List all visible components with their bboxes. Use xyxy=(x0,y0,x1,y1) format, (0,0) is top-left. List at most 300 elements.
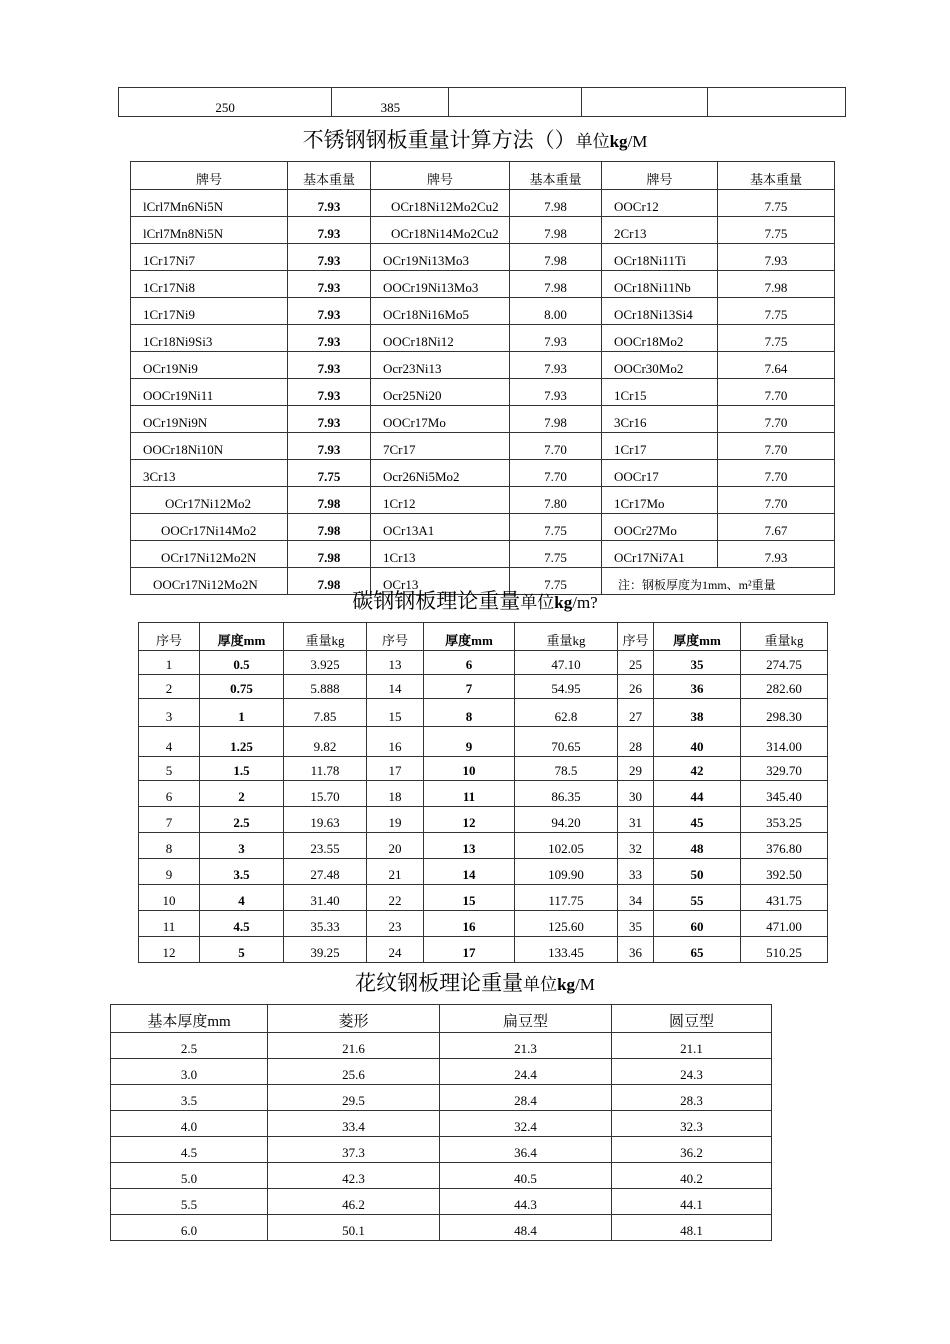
weight-cell: 7.98 xyxy=(288,514,371,541)
lentil-weight-cell: 21.3 xyxy=(440,1033,612,1059)
weight-cell: 54.95 xyxy=(515,675,618,699)
thickness-cell: 40 xyxy=(654,727,741,757)
diamond-weight-cell: 50.1 xyxy=(268,1215,440,1241)
lentil-weight-cell: 44.3 xyxy=(440,1189,612,1215)
round-bean-weight-cell: 44.1 xyxy=(612,1189,772,1215)
weight-cell: 376.80 xyxy=(741,833,828,859)
table-row xyxy=(131,244,835,271)
weight-cell: 7.70 xyxy=(718,460,835,487)
carbon-weight-table xyxy=(138,622,828,963)
table-row xyxy=(139,885,828,911)
thickness-cell: 0.75 xyxy=(200,675,284,699)
column-header: 序号 xyxy=(367,623,424,651)
pattern-unit-kg: kg xyxy=(557,975,576,994)
weight-cell: 7.75 xyxy=(288,460,371,487)
carbon-title xyxy=(0,585,950,615)
weight-cell: 7.93 xyxy=(510,325,602,352)
weight-cell: 3.925 xyxy=(284,651,367,675)
index-cell: 35 xyxy=(618,911,654,937)
thickness-cell: 16 xyxy=(424,911,515,937)
diamond-weight-cell: 29.5 xyxy=(268,1085,440,1111)
grade-cell: OCr17Ni12Mo2N xyxy=(131,541,288,568)
weight-cell: 47.10 xyxy=(515,651,618,675)
column-header: 序号 xyxy=(618,623,654,651)
grade-cell: 1Cr17Mo xyxy=(602,487,718,514)
thickness-note: 注：钢板厚度为1mm、m²重量 xyxy=(602,568,835,595)
lentil-weight-cell: 48.4 xyxy=(440,1215,612,1241)
table-row xyxy=(111,1215,772,1241)
table-row xyxy=(131,514,835,541)
grade-cell: OOCr27Mo xyxy=(602,514,718,541)
column-header: 基本厚度mm xyxy=(111,1005,268,1033)
index-cell: 17 xyxy=(367,757,424,781)
grade-cell: 3Cr16 xyxy=(602,406,718,433)
grade-cell: 1Cr17 xyxy=(602,433,718,460)
weight-cell: 27.48 xyxy=(284,859,367,885)
weight-cell: 7.93 xyxy=(288,352,371,379)
table-row xyxy=(139,727,828,757)
weight-cell: 7.93 xyxy=(288,244,371,271)
diamond-weight-cell: 46.2 xyxy=(268,1189,440,1215)
top-fragment-table xyxy=(118,87,846,117)
grade-cell: OCr17Ni12Mo2 xyxy=(131,487,288,514)
weight-cell: 11.78 xyxy=(284,757,367,781)
weight-cell: 35.33 xyxy=(284,911,367,937)
column-header: 序号 xyxy=(139,623,200,651)
column-header: 厚度mm xyxy=(200,623,284,651)
weight-cell: 9.82 xyxy=(284,727,367,757)
index-cell: 31 xyxy=(618,807,654,833)
lentil-weight-cell: 40.5 xyxy=(440,1163,612,1189)
thickness-cell: 1 xyxy=(200,699,284,727)
column-header: 厚度mm xyxy=(424,623,515,651)
column-header: 菱形 xyxy=(268,1005,440,1033)
column-header: 重量kg xyxy=(515,623,618,651)
thickness-cell: 38 xyxy=(654,699,741,727)
index-cell: 2 xyxy=(139,675,200,699)
index-cell: 27 xyxy=(618,699,654,727)
table-header-row xyxy=(139,623,828,651)
grade-cell: 1Cr17Ni7 xyxy=(131,244,288,271)
grade-cell: OOCr17Ni14Mo2 xyxy=(131,514,288,541)
round-bean-weight-cell: 48.1 xyxy=(612,1215,772,1241)
grade-cell: Ocr23Ni13 xyxy=(371,352,510,379)
weight-cell: 7.98 xyxy=(510,244,602,271)
carbon-title-text: 碳钢钢板理论重量 xyxy=(352,589,521,613)
weight-cell: 274.75 xyxy=(741,651,828,675)
weight-cell: 7.75 xyxy=(718,325,835,352)
index-cell: 11 xyxy=(139,911,200,937)
thickness-cell: 2.5 xyxy=(111,1033,268,1059)
thickness-cell: 15 xyxy=(424,885,515,911)
table-cell xyxy=(707,88,845,117)
weight-cell: 7.98 xyxy=(288,568,371,595)
table-row xyxy=(139,781,828,807)
table-row xyxy=(139,807,828,833)
weight-cell: 7.98 xyxy=(288,541,371,568)
table-row xyxy=(139,651,828,675)
index-cell: 12 xyxy=(139,937,200,963)
thickness-cell: 44 xyxy=(654,781,741,807)
lentil-weight-cell: 28.4 xyxy=(440,1085,612,1111)
grade-cell: OOCr18Ni10N xyxy=(131,433,288,460)
weight-cell: 7.93 xyxy=(288,433,371,460)
pattern-table-body xyxy=(111,1033,772,1241)
grade-cell: 1Cr18Ni9Si3 xyxy=(131,325,288,352)
table-row xyxy=(139,937,828,963)
weight-cell: 19.63 xyxy=(284,807,367,833)
thickness-cell: 14 xyxy=(424,859,515,885)
stainless-title-text: 不锈钢钢板重量计算方法（） xyxy=(302,128,576,152)
thickness-cell: 10 xyxy=(424,757,515,781)
table-cell: 250 xyxy=(119,88,332,117)
thickness-cell: 1.25 xyxy=(200,727,284,757)
weight-cell: 7.98 xyxy=(510,190,602,217)
grade-cell: OOCr17Mo xyxy=(371,406,510,433)
column-header: 扁豆型 xyxy=(440,1005,612,1033)
thickness-cell: 1.5 xyxy=(200,757,284,781)
index-cell: 23 xyxy=(367,911,424,937)
carbon-unit-prefix: 单位 xyxy=(520,593,555,612)
weight-cell: 39.25 xyxy=(284,937,367,963)
stainless-unit-suffix: /M xyxy=(627,132,648,151)
thickness-cell: 3 xyxy=(200,833,284,859)
column-header: 重量kg xyxy=(741,623,828,651)
table-row xyxy=(111,1033,772,1059)
table-row xyxy=(131,379,835,406)
thickness-cell: 48 xyxy=(654,833,741,859)
diamond-weight-cell: 33.4 xyxy=(268,1111,440,1137)
stainless-table-body xyxy=(131,190,835,568)
table-row xyxy=(131,298,835,325)
grade-cell: OOCr17Ni12Mo2N xyxy=(131,568,288,595)
table-row xyxy=(139,911,828,937)
weight-cell: 133.45 xyxy=(515,937,618,963)
weight-cell: 282.60 xyxy=(741,675,828,699)
index-cell: 19 xyxy=(367,807,424,833)
weight-cell: 7.75 xyxy=(510,514,602,541)
thickness-cell: 42 xyxy=(654,757,741,781)
weight-cell: 7.93 xyxy=(718,244,835,271)
index-cell: 34 xyxy=(618,885,654,911)
weight-cell: 7.80 xyxy=(510,487,602,514)
column-header: 圆豆型 xyxy=(612,1005,772,1033)
index-cell: 32 xyxy=(618,833,654,859)
weight-cell: 7.93 xyxy=(288,298,371,325)
grade-cell: OOCr19Ni11 xyxy=(131,379,288,406)
weight-cell: 7.93 xyxy=(510,379,602,406)
thickness-cell: 4.5 xyxy=(200,911,284,937)
index-cell: 6 xyxy=(139,781,200,807)
weight-cell: 510.25 xyxy=(741,937,828,963)
diamond-weight-cell: 42.3 xyxy=(268,1163,440,1189)
index-cell: 29 xyxy=(618,757,654,781)
thickness-cell: 11 xyxy=(424,781,515,807)
lentil-weight-cell: 24.4 xyxy=(440,1059,612,1085)
weight-cell: 314.00 xyxy=(741,727,828,757)
weight-cell: 15.70 xyxy=(284,781,367,807)
column-header: 基本重量 xyxy=(510,162,602,190)
thickness-cell: 13 xyxy=(424,833,515,859)
round-bean-weight-cell: 40.2 xyxy=(612,1163,772,1189)
index-cell: 28 xyxy=(618,727,654,757)
column-header: 厚度mm xyxy=(654,623,741,651)
grade-cell: 1Cr12 xyxy=(371,487,510,514)
grade-cell: OCr18Ni16Mo5 xyxy=(371,298,510,325)
round-bean-weight-cell: 24.3 xyxy=(612,1059,772,1085)
table-row xyxy=(119,88,846,117)
weight-cell: 7.64 xyxy=(718,352,835,379)
table-row xyxy=(131,271,835,298)
table-row xyxy=(111,1137,772,1163)
carbon-table-body xyxy=(139,651,828,963)
table-row xyxy=(111,1085,772,1111)
weight-cell: 94.20 xyxy=(515,807,618,833)
index-cell: 13 xyxy=(367,651,424,675)
weight-cell: 7.93 xyxy=(510,352,602,379)
weight-cell: 7.93 xyxy=(288,217,371,244)
column-header: 牌号 xyxy=(131,162,288,190)
weight-cell: 7.93 xyxy=(288,406,371,433)
weight-cell: 70.65 xyxy=(515,727,618,757)
thickness-cell: 60 xyxy=(654,911,741,937)
thickness-cell: 65 xyxy=(654,937,741,963)
table-row xyxy=(131,190,835,217)
weight-cell: 7.70 xyxy=(510,433,602,460)
table-row xyxy=(139,833,828,859)
weight-cell: 7.75 xyxy=(510,541,602,568)
thickness-cell: 55 xyxy=(654,885,741,911)
grade-cell: OCr18Ni12Mo2Cu2 xyxy=(371,190,510,217)
thickness-cell: 3.5 xyxy=(200,859,284,885)
weight-cell: 7.98 xyxy=(718,271,835,298)
index-cell: 30 xyxy=(618,781,654,807)
thickness-cell: 4.5 xyxy=(111,1137,268,1163)
weight-cell: 86.35 xyxy=(515,781,618,807)
grade-cell: 1Cr15 xyxy=(602,379,718,406)
grade-cell: Ocr25Ni20 xyxy=(371,379,510,406)
table-row xyxy=(139,699,828,727)
table-row xyxy=(131,352,835,379)
round-bean-weight-cell: 36.2 xyxy=(612,1137,772,1163)
weight-cell: 102.05 xyxy=(515,833,618,859)
column-header: 重量kg xyxy=(284,623,367,651)
weight-cell: 62.8 xyxy=(515,699,618,727)
index-cell: 21 xyxy=(367,859,424,885)
table-row xyxy=(131,460,835,487)
thickness-cell: 4 xyxy=(200,885,284,911)
weight-cell: 7.67 xyxy=(718,514,835,541)
grade-cell: 3Cr13 xyxy=(131,460,288,487)
weight-cell: 471.00 xyxy=(741,911,828,937)
table-row xyxy=(131,487,835,514)
weight-cell: 7.70 xyxy=(718,379,835,406)
table-row xyxy=(139,675,828,699)
thickness-cell: 17 xyxy=(424,937,515,963)
weight-cell: 8.00 xyxy=(510,298,602,325)
pattern-weight-table xyxy=(110,1004,772,1241)
table-header-row xyxy=(131,162,835,190)
index-cell: 14 xyxy=(367,675,424,699)
weight-cell: 117.75 xyxy=(515,885,618,911)
weight-cell: 7.85 xyxy=(284,699,367,727)
table-cell: 385 xyxy=(332,88,449,117)
grade-cell: 1Cr17Ni8 xyxy=(131,271,288,298)
weight-cell: 7.93 xyxy=(288,190,371,217)
index-cell: 25 xyxy=(618,651,654,675)
carbon-unit-suffix: /m? xyxy=(572,593,598,612)
weight-cell: 7.75 xyxy=(718,217,835,244)
thickness-cell: 45 xyxy=(654,807,741,833)
thickness-cell: 5.0 xyxy=(111,1163,268,1189)
weight-cell: 353.25 xyxy=(741,807,828,833)
lentil-weight-cell: 36.4 xyxy=(440,1137,612,1163)
weight-cell: 7.75 xyxy=(718,298,835,325)
grade-cell: OOCr17 xyxy=(602,460,718,487)
index-cell: 24 xyxy=(367,937,424,963)
weight-cell: 329.70 xyxy=(741,757,828,781)
table-row xyxy=(131,217,835,244)
weight-cell: 7.93 xyxy=(288,379,371,406)
stainless-weight-table xyxy=(130,161,835,595)
grade-cell: OCr18Ni14Mo2Cu2 xyxy=(371,217,510,244)
carbon-unit-kg: kg xyxy=(554,593,573,612)
thickness-cell: 6 xyxy=(424,651,515,675)
pattern-title-text: 花纹钢板理论重量 xyxy=(355,971,524,995)
thickness-cell: 36 xyxy=(654,675,741,699)
grade-cell: 7Cr17 xyxy=(371,433,510,460)
weight-cell: 7.93 xyxy=(288,271,371,298)
weight-cell: 7.70 xyxy=(510,460,602,487)
weight-cell: 5.888 xyxy=(284,675,367,699)
table-row xyxy=(131,433,835,460)
thickness-cell: 12 xyxy=(424,807,515,833)
index-cell: 18 xyxy=(367,781,424,807)
column-header: 牌号 xyxy=(602,162,718,190)
grade-cell: OOCr19Ni13Mo3 xyxy=(371,271,510,298)
weight-cell: 298.30 xyxy=(741,699,828,727)
thickness-cell: 8 xyxy=(424,699,515,727)
thickness-cell: 7 xyxy=(424,675,515,699)
thickness-cell: 5.5 xyxy=(111,1189,268,1215)
index-cell: 3 xyxy=(139,699,200,727)
thickness-cell: 9 xyxy=(424,727,515,757)
round-bean-weight-cell: 21.1 xyxy=(612,1033,772,1059)
index-cell: 15 xyxy=(367,699,424,727)
index-cell: 8 xyxy=(139,833,200,859)
diamond-weight-cell: 21.6 xyxy=(268,1033,440,1059)
thickness-cell: 0.5 xyxy=(200,651,284,675)
table-row xyxy=(111,1111,772,1137)
weight-cell: 7.70 xyxy=(718,406,835,433)
table-header-row xyxy=(111,1005,772,1033)
lentil-weight-cell: 32.4 xyxy=(440,1111,612,1137)
weight-cell: 7.98 xyxy=(510,406,602,433)
index-cell: 7 xyxy=(139,807,200,833)
weight-cell: 7.98 xyxy=(510,217,602,244)
weight-cell: 109.90 xyxy=(515,859,618,885)
weight-cell: 7.93 xyxy=(288,325,371,352)
grade-cell: OCr13 xyxy=(371,568,510,595)
stainless-unit-kg: kg xyxy=(609,132,628,151)
table-row xyxy=(139,859,828,885)
index-cell: 20 xyxy=(367,833,424,859)
grade-cell: OOCr18Ni12 xyxy=(371,325,510,352)
column-header: 基本重量 xyxy=(288,162,371,190)
thickness-cell: 35 xyxy=(654,651,741,675)
column-header: 基本重量 xyxy=(718,162,835,190)
grade-cell: OCr17Ni7A1 xyxy=(602,541,718,568)
table-row xyxy=(139,757,828,781)
index-cell: 16 xyxy=(367,727,424,757)
pattern-unit-prefix: 单位 xyxy=(523,975,558,994)
column-header: 牌号 xyxy=(371,162,510,190)
table-row xyxy=(131,325,835,352)
grade-cell: 2Cr13 xyxy=(602,217,718,244)
grade-cell: OCr18Ni13Si4 xyxy=(602,298,718,325)
index-cell: 10 xyxy=(139,885,200,911)
weight-cell: 7.70 xyxy=(718,487,835,514)
grade-cell: 1Cr13 xyxy=(371,541,510,568)
grade-cell: OOCr30Mo2 xyxy=(602,352,718,379)
index-cell: 36 xyxy=(618,937,654,963)
table-row xyxy=(111,1059,772,1085)
weight-cell: 7.75 xyxy=(510,568,602,595)
index-cell: 1 xyxy=(139,651,200,675)
table-row xyxy=(111,1189,772,1215)
thickness-cell: 2 xyxy=(200,781,284,807)
index-cell: 4 xyxy=(139,727,200,757)
grade-cell: OOCr18Mo2 xyxy=(602,325,718,352)
table-row xyxy=(131,406,835,433)
pattern-unit-suffix: /M xyxy=(575,975,595,994)
thickness-cell: 50 xyxy=(654,859,741,885)
weight-cell: 7.98 xyxy=(510,271,602,298)
grade-cell: lCrl7Mn6Ni5N xyxy=(131,190,288,217)
thickness-cell: 6.0 xyxy=(111,1215,268,1241)
weight-cell: 392.50 xyxy=(741,859,828,885)
stainless-title xyxy=(0,124,950,154)
index-cell: 33 xyxy=(618,859,654,885)
table-cell xyxy=(449,88,581,117)
grade-cell: OCr19Ni13Mo3 xyxy=(371,244,510,271)
diamond-weight-cell: 37.3 xyxy=(268,1137,440,1163)
stainless-unit-prefix: 单位 xyxy=(575,132,610,151)
round-bean-weight-cell: 28.3 xyxy=(612,1085,772,1111)
weight-cell: 7.75 xyxy=(718,190,835,217)
weight-cell: 431.75 xyxy=(741,885,828,911)
grade-cell: 1Cr17Ni9 xyxy=(131,298,288,325)
grade-cell: OCr19Ni9 xyxy=(131,352,288,379)
weight-cell: 345.40 xyxy=(741,781,828,807)
weight-cell: 7.98 xyxy=(288,487,371,514)
index-cell: 9 xyxy=(139,859,200,885)
table-row xyxy=(111,1163,772,1189)
thickness-cell: 3.5 xyxy=(111,1085,268,1111)
weight-cell: 23.55 xyxy=(284,833,367,859)
grade-cell: Ocr26Ni5Mo2 xyxy=(371,460,510,487)
pattern-title xyxy=(0,967,950,997)
grade-cell: OCr18Ni11Nb xyxy=(602,271,718,298)
index-cell: 26 xyxy=(618,675,654,699)
thickness-cell: 3.0 xyxy=(111,1059,268,1085)
grade-cell: OCr19Ni9N xyxy=(131,406,288,433)
grade-cell: OCr13A1 xyxy=(371,514,510,541)
weight-cell: 31.40 xyxy=(284,885,367,911)
grade-cell: OCr18Ni11Ti xyxy=(602,244,718,271)
thickness-cell: 4.0 xyxy=(111,1111,268,1137)
weight-cell: 125.60 xyxy=(515,911,618,937)
